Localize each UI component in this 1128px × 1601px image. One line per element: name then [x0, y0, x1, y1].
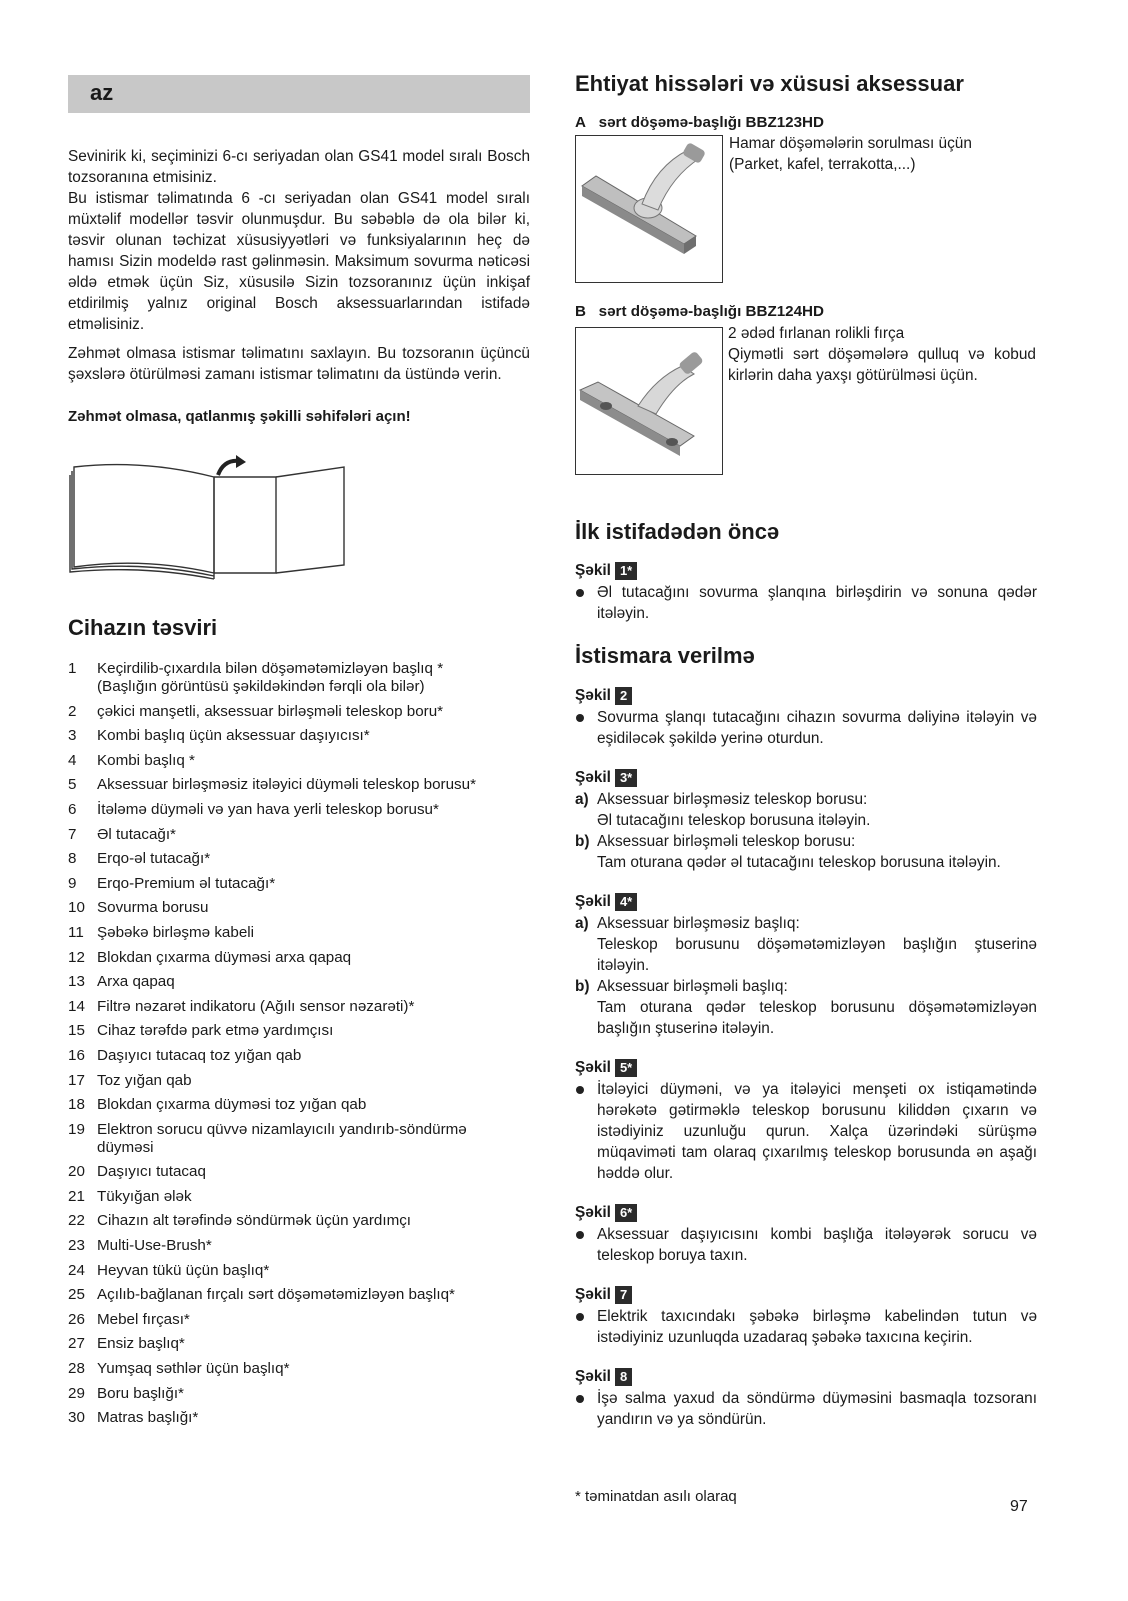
component-list-item: [68, 1335, 530, 1353]
accessory-b-name: sərt döşəmə-başlığı BBZ124HD: [598, 303, 824, 320]
figure-word: Şəkil: [575, 562, 611, 579]
component-number: 11: [68, 923, 84, 941]
component-number: 29: [68, 1384, 85, 1402]
figure-word: Şəkil: [575, 1286, 611, 1303]
intro-paragraph-1: Sevinirik ki, seçiminizi 6-cı seriyadan olan GS41 model sıralı Bosch tozsoranına etmisiniz.: [68, 148, 530, 186]
component-name: Blokdan çıxarma düyməsi toz yığan qab: [97, 1096, 367, 1114]
component-number: 1: [68, 660, 77, 677]
component-list-item: [68, 1262, 530, 1280]
figure-2-bullet: Sovurma şlanqı tutacağını cihazın sovurma dəliyinə itələyin və eşidiləcək şəkildə yerinə oturdun.: [575, 707, 1037, 749]
component-list-item: [68, 776, 530, 794]
component-number: 19: [68, 1120, 85, 1138]
component-list-item: [68, 1188, 530, 1206]
component-number: 14: [68, 997, 85, 1015]
component-list-item: [68, 924, 530, 942]
accessory-a-description: [729, 133, 1037, 175]
figure-4-badge: 4*: [615, 893, 637, 911]
folded-pages-illustration: [68, 455, 368, 580]
figure-word: Şəkil: [575, 893, 611, 910]
accessory-a-desc-2: (Parket, kafel, terrakotta,...): [729, 156, 916, 173]
component-number: 6: [68, 800, 77, 818]
figure-6-badge: 6*: [615, 1204, 637, 1222]
component-name: Açılıb-bağlanan fırçalı sərt döşəmətəmizləyən başlıq*: [97, 1286, 455, 1304]
language-bar: [68, 75, 530, 113]
figure-4-step-b: b) Aksessuar birləşməli başlıq: Tam oturana qədər teleskop borusunu döşəmətəmizləyən başlığın ştuserinə itələyin.: [575, 978, 1037, 1037]
description-title: Cihazın təsviri: [68, 615, 218, 640]
description-list: [68, 660, 530, 1427]
component-number: 22: [68, 1212, 85, 1230]
component-name: Mebel fırçası*: [97, 1310, 190, 1328]
accessory-b-image: [575, 327, 723, 475]
component-number: 18: [68, 1096, 85, 1114]
figure-7-badge: 7: [615, 1286, 632, 1304]
accessory-a-image: [575, 135, 723, 283]
component-list-item: [68, 1237, 530, 1255]
component-number: 13: [68, 973, 85, 991]
component-name: Cihaz tərəfdə park etmə yardımçısı: [97, 1022, 334, 1040]
figure-word: Şəkil: [575, 1368, 611, 1385]
component-list-item: [68, 1360, 530, 1378]
component-number: 27: [68, 1335, 85, 1353]
component-name: Daşıyıcı tutacaq toz yığan qab: [97, 1046, 302, 1064]
component-name: Aksessuar birləşməsiz itələyici düyməli teleskop borusu*: [97, 776, 476, 794]
accessories-title: Ehtiyat hissələri və xüsusi aksessuar: [575, 71, 964, 96]
figure-word: Şəkil: [575, 1204, 611, 1221]
component-name: Kombi başlıq üçün aksessuar daşıyıcısı*: [97, 727, 370, 745]
accessory-a-desc-1: Hamar döşəmələrin sorulması üçün: [729, 135, 972, 152]
accessory-a-heading: [575, 114, 1037, 132]
component-name: Daşıyıcı tutacaq: [97, 1163, 206, 1181]
component-number: 10: [68, 899, 85, 917]
figure-6-bullet: Aksessuar daşıyıcısını kombi başlığa itələyərək sorucu və teleskop boruya taxın.: [575, 1224, 1037, 1266]
figure-1-label: [575, 560, 1037, 582]
figure-6-label: [575, 1202, 1037, 1224]
component-list-item: [68, 1072, 530, 1090]
component-name: Şəbəkə birləşmə kabeli: [97, 923, 255, 941]
component-name: çəkici manşetli, aksessuar birləşməli teleskop boru*: [97, 702, 444, 720]
component-number: 8: [68, 850, 77, 868]
floor-nozzle-icon: [576, 136, 721, 281]
component-name: Multi-Use-Brush*: [97, 1237, 212, 1255]
component-list-item: [68, 875, 530, 893]
language-tag: az: [90, 80, 114, 105]
component-list-item: [68, 660, 530, 696]
figure-7-label: [575, 1284, 1037, 1306]
component-number: 23: [68, 1237, 85, 1255]
component-number: 4: [68, 751, 77, 769]
figure-word: Şəkil: [575, 687, 611, 704]
figure-7-bullet: Elektrik taxıcındakı şəbəkə birləşmə kabelindən tutun və istədiyiniz uzunluqda uzadaraq şəbəkə taxıcına keçirin.: [575, 1306, 1037, 1348]
component-name: Tükyığan ələk: [97, 1187, 192, 1205]
component-number: 24: [68, 1261, 85, 1279]
component-number: 21: [68, 1187, 85, 1205]
figure-3-badge: 3*: [615, 769, 637, 787]
component-name: Boru başlığı*: [97, 1384, 184, 1402]
roller-nozzle-icon: [576, 328, 721, 473]
bullet-icon: [575, 1306, 597, 1348]
component-list-item: [68, 1163, 530, 1181]
component-number: 2: [68, 702, 77, 720]
figure-8-bullet: İşə salma yaxud da söndürmə düyməsini basmaqla tozsoranı yandırın və ya söndürün.: [575, 1388, 1037, 1430]
component-number: 17: [68, 1071, 85, 1089]
component-list-item: [68, 752, 530, 770]
component-number: 7: [68, 825, 77, 843]
figure-5-bullet: İtələyici düyməni, və ya itələyici menşeti ox istiqamətində hərəkətə gətirməklə teleskop borusunu kiliddən çıxarın və istədiyiniz uzunluğu qurun. Xalça üzərindəki sürüşmə müqaviməti tam olaraq çıxarılmış teleskop borusunda ən aşağı həddə olur.: [575, 1079, 1037, 1184]
intro-paragraph-2: Bu istismar təlimatında 6 -cı seriyadan olan GS41 model sıralı müxtəlif modellər təsvir olunmuşdur. Bu səbəblə də ola bilər ki, təsvir olunan təchizat xüsusiyyətləri və funksiyalarının heç də hamısı Sizin modeldə rast gəlinməsin. Maksimum sovurma nəticəsi əldə etmək üçün Siz, xüsusilə Sizin tozsoranınız üçün inkişaf etdirilmiş yalnız original Bosch aksessuarlarından istifadə etməlisiniz.: [68, 190, 530, 333]
figure-2-badge: 2: [615, 687, 632, 705]
component-number: 28: [68, 1360, 85, 1378]
component-list-item: [68, 1311, 530, 1329]
component-name: Arxa qapaq: [97, 973, 175, 991]
component-name: Filtrə nəzarət indikatoru (Ağılı sensor nəzarəti)*: [97, 997, 415, 1015]
component-list-item: [68, 1121, 530, 1157]
component-name: Keçirdilib-çıxardıla bilən döşəmətəmizləyən başlıq * (Başlığın görüntüsü şəkildəkindən fərqli ola bilər): [97, 660, 444, 695]
page-number: 97: [1010, 1498, 1028, 1515]
bullet-icon: [575, 1079, 597, 1184]
component-list-item: [68, 1096, 530, 1114]
intro-section: [68, 146, 530, 427]
component-list-item: [68, 801, 530, 819]
arrow-icon: [236, 455, 246, 468]
accessory-b-description: [728, 323, 1036, 386]
component-number: 25: [68, 1286, 85, 1304]
component-name: Cihazın alt tərəfində söndürmək üçün yardımçı: [97, 1212, 412, 1230]
component-name: Matras başlığı*: [97, 1409, 199, 1427]
figure-8-label: [575, 1366, 1037, 1388]
component-list-item: [68, 1286, 530, 1304]
component-name: Toz yığan qab: [97, 1071, 192, 1089]
figure-4-label: [575, 891, 1037, 913]
component-list-item: [68, 949, 530, 967]
component-name: İtələmə düyməli və yan hava yerli teleskop borusu*: [97, 800, 439, 818]
accessory-b-desc-1: 2 ədəd fırlanan rolikli fırça: [728, 325, 905, 342]
component-number: 12: [68, 948, 85, 966]
accessory-a-label: A: [575, 114, 586, 131]
component-number: 3: [68, 727, 77, 745]
component-number: 15: [68, 1022, 85, 1040]
component-list-item: [68, 1409, 530, 1427]
accessory-b-label: B: [575, 303, 586, 320]
component-name: Erqo-Premium əl tutacağı*: [97, 874, 276, 892]
first-use-title: İlk istifadədən öncə: [575, 519, 780, 544]
component-name: Yumşaq səthlər üçün başlıq*: [97, 1360, 290, 1378]
operation-section: [575, 642, 1037, 1430]
component-list-item: [68, 1022, 530, 1040]
accessory-a-name: sərt döşəmə-başlığı BBZ123HD: [598, 114, 824, 131]
figure-4-step-a: a) Aksessuar birləşməsiz başlıq: Teleskop borusunu döşəmətəmizləyən başlığın ştuserinə itələyin.: [575, 915, 1037, 974]
bullet-icon: [575, 1224, 597, 1266]
figure-5-label: [575, 1057, 1037, 1079]
component-number: 30: [68, 1409, 85, 1427]
component-name: Elektron sorucu qüvvə nizamlayıcılı yandırıb-söndürmə düyməsi: [97, 1120, 467, 1156]
first-use-section: [575, 518, 1037, 624]
figure-word: Şəkil: [575, 769, 611, 786]
component-list-item: [68, 826, 530, 844]
component-name: Blokdan çıxarma düyməsi arxa qapaq: [97, 948, 352, 966]
component-number: 5: [68, 776, 77, 794]
component-list-item: [68, 1212, 530, 1230]
figure-5-badge: 5*: [615, 1059, 637, 1077]
figure-3-step-a: a) Aksessuar birləşməsiz teleskop borusu: Əl tutacağını teleskop borusuna itələyin.: [575, 791, 871, 829]
component-number: 16: [68, 1046, 85, 1064]
fold-note: Zəhmət olmasa, qatlanmış şəkilli səhifələri açın!: [68, 408, 411, 425]
footnote: * təminatdan asılı olaraq: [575, 1488, 737, 1505]
component-list-item: [68, 1385, 530, 1403]
accessories-section: [575, 70, 1037, 98]
component-list-item: [68, 973, 530, 991]
bullet-icon: [575, 707, 597, 749]
figure-1-badge: 1*: [615, 562, 637, 580]
component-number: 26: [68, 1310, 85, 1328]
figure-8-badge: 8: [615, 1368, 632, 1386]
component-name: Heyvan tükü üçün başlıq*: [97, 1261, 270, 1279]
accessory-b-heading: [575, 303, 1037, 321]
component-name: Əl tutacağı*: [97, 825, 176, 843]
operation-title: İstismara verilmə: [575, 643, 755, 668]
bullet-icon: [575, 582, 597, 624]
component-name: Sovurma borusu: [97, 899, 209, 917]
figure-3-label: [575, 767, 1037, 789]
component-list-item: [68, 899, 530, 917]
bullet-icon: [575, 1388, 597, 1430]
component-list-item: [68, 727, 530, 745]
accessory-b-desc-2: Qiymətli sərt döşəmələrə qulluq və kobud kirlərin daha yaxşı götürülməsi üçün.: [728, 346, 1036, 384]
component-list-item: [68, 1047, 530, 1065]
component-name: Erqo-əl tutacağı*: [97, 850, 211, 868]
figure-1-bullet: Əl tutacağını sovurma şlanqına birləşdirin və sonuna qədər itələyin.: [575, 582, 1037, 624]
description-section: [68, 614, 530, 1434]
component-list-item: [68, 850, 530, 868]
component-list-item: [68, 703, 530, 721]
component-name: Ensiz başlıq*: [97, 1335, 185, 1353]
component-name: Kombi başlıq *: [97, 751, 195, 769]
figure-2-label: [575, 685, 1037, 707]
component-number: 9: [68, 874, 77, 892]
component-number: 20: [68, 1163, 85, 1181]
figure-3-step-b: b) Aksessuar birləşməli teleskop borusu: Tam oturana qədər əl tutacağını teleskop borusuna itələyin.: [575, 833, 1001, 871]
component-list-item: [68, 998, 530, 1016]
intro-paragraph-3: Zəhmət olmasa istismar təlimatını saxlayın. Bu tozsoranın üçüncü şəxslərə ötürülməsi zamanı istismar təlimatını da üstündə verin.: [68, 345, 530, 383]
figure-word: Şəkil: [575, 1059, 611, 1076]
